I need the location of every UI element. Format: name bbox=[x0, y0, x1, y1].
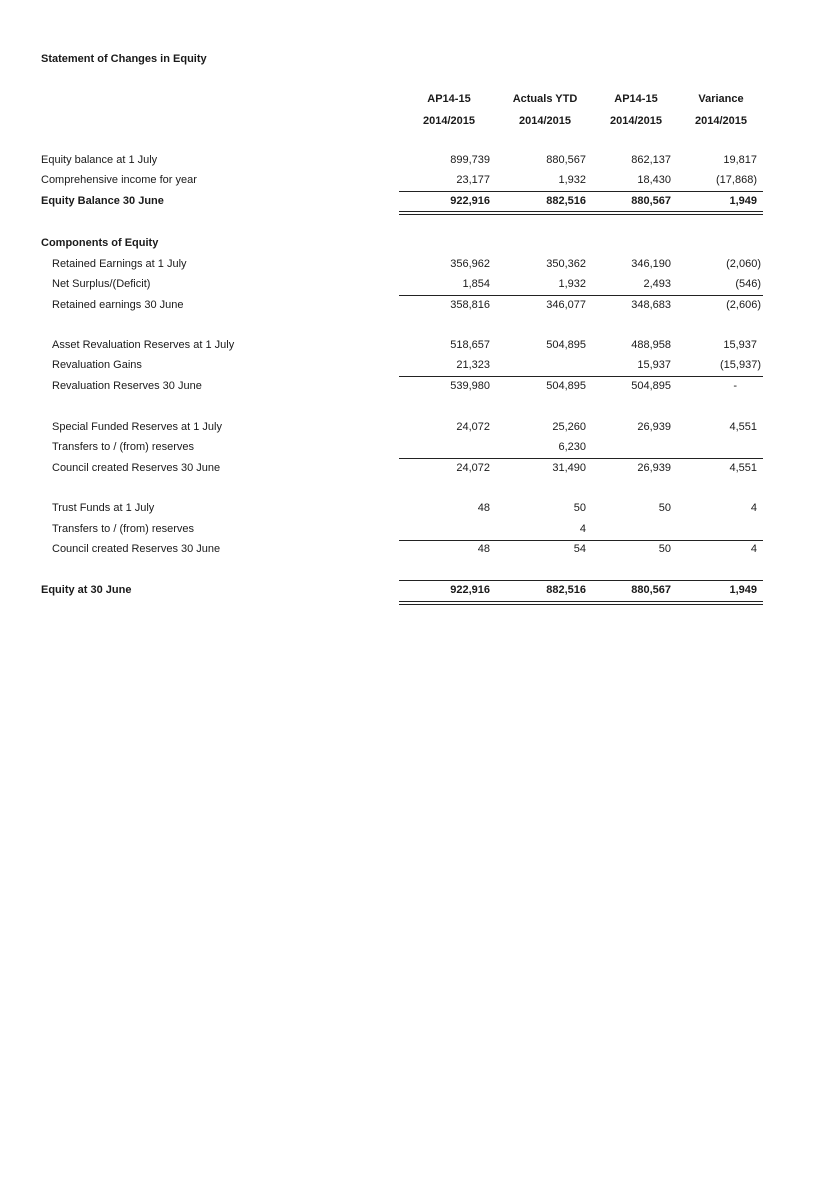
row-label: Council created Reserves 30 June bbox=[52, 543, 221, 555]
row-value-ap2: 26,939 bbox=[637, 421, 671, 433]
row-value-ap: 922,916 bbox=[450, 195, 490, 207]
table-row bbox=[0, 584, 813, 602]
row-value-actuals: 50 bbox=[573, 502, 586, 514]
row-value-ap: 356,962 bbox=[450, 258, 490, 270]
row-value-actuals: 504,895 bbox=[546, 380, 586, 392]
row-value-variance: (546) bbox=[735, 278, 761, 290]
row-value-actuals: 54 bbox=[573, 543, 586, 555]
subtotal-rule bbox=[399, 376, 763, 377]
col1-header-line2: 2014/2015 bbox=[423, 115, 475, 127]
row-value-variance: 1,949 bbox=[729, 584, 757, 596]
row-label: Transfers to / (from) reserves bbox=[52, 441, 195, 453]
subtotal-rule bbox=[399, 458, 763, 459]
row-value-variance: 15,937 bbox=[723, 339, 757, 351]
table-row bbox=[0, 359, 813, 377]
subtotal-rule bbox=[399, 191, 763, 192]
row-label: Components of Equity bbox=[41, 237, 159, 249]
col4-header-line2: 2014/2015 bbox=[695, 115, 747, 127]
col3-header-line1: AP14-15 bbox=[614, 93, 658, 105]
row-value-ap2: 50 bbox=[658, 502, 671, 514]
row-value-variance: (2,606) bbox=[726, 299, 761, 311]
table-row bbox=[0, 380, 813, 398]
row-value-variance: 4,551 bbox=[729, 462, 757, 474]
table-row bbox=[0, 523, 813, 541]
row-value-ap: 539,980 bbox=[450, 380, 490, 392]
row-label: Revaluation Reserves 30 June bbox=[52, 380, 202, 392]
row-label: Council created Reserves 30 June bbox=[52, 462, 221, 474]
row-value-ap2: 504,895 bbox=[631, 380, 671, 392]
grand-total-rule-lower bbox=[399, 604, 763, 605]
row-label: Equity balance at 1 July bbox=[41, 154, 158, 166]
page-title: Statement of Changes in Equity bbox=[41, 53, 207, 65]
row-label: Comprehensive income for year bbox=[41, 174, 197, 186]
row-label: Asset Revaluation Reserves at 1 July bbox=[52, 339, 235, 351]
row-value-ap: 48 bbox=[477, 543, 490, 555]
table-row bbox=[0, 502, 813, 520]
row-value-actuals: 1,932 bbox=[558, 278, 586, 290]
table-row bbox=[0, 421, 813, 439]
row-label: Trust Funds at 1 July bbox=[52, 502, 155, 514]
row-value-variance: 4 bbox=[750, 502, 757, 514]
subtotal-rule bbox=[399, 540, 763, 541]
row-value-ap: 518,657 bbox=[450, 339, 490, 351]
subtotal-rule bbox=[399, 295, 763, 296]
row-value-ap2: 346,190 bbox=[631, 258, 671, 270]
row-value-actuals: 882,516 bbox=[546, 195, 586, 207]
row-value-ap2: 862,137 bbox=[631, 154, 671, 166]
row-value-ap: 48 bbox=[477, 502, 490, 514]
row-value-ap2: 15,937 bbox=[637, 359, 671, 371]
row-label: Retained Earnings at 1 July bbox=[52, 258, 187, 270]
section-heading bbox=[0, 237, 813, 255]
row-value-variance: - bbox=[733, 380, 737, 392]
row-value-variance: (17,868) bbox=[716, 174, 757, 186]
row-value-actuals: 1,932 bbox=[558, 174, 586, 186]
row-value-ap: 922,916 bbox=[450, 584, 490, 596]
table-row bbox=[0, 462, 813, 480]
col3-header-line2: 2014/2015 bbox=[610, 115, 662, 127]
table-row bbox=[0, 258, 813, 276]
row-label: Retained earnings 30 June bbox=[52, 299, 184, 311]
col2-header-line2: 2014/2015 bbox=[519, 115, 571, 127]
row-label: Revaluation Gains bbox=[52, 359, 142, 371]
row-label: Equity Balance 30 June bbox=[41, 195, 164, 207]
row-value-variance: 19,817 bbox=[723, 154, 757, 166]
row-value-variance: 1,949 bbox=[729, 195, 757, 207]
row-value-ap: 21,323 bbox=[456, 359, 490, 371]
col1-header-line1: AP14-15 bbox=[427, 93, 471, 105]
row-value-ap: 24,072 bbox=[456, 462, 490, 474]
row-value-variance: (15,937) bbox=[720, 359, 761, 371]
grand-total-rule bbox=[399, 580, 763, 581]
row-value-ap2: 880,567 bbox=[631, 195, 671, 207]
table-row bbox=[0, 299, 813, 317]
table-row bbox=[0, 278, 813, 296]
row-label: Special Funded Reserves at 1 July bbox=[52, 421, 222, 433]
col2-header-line1: Actuals YTD bbox=[512, 93, 578, 105]
total-rule-upper bbox=[399, 211, 763, 212]
row-label: Net Surplus/(Deficit) bbox=[52, 278, 151, 290]
row-value-actuals: 880,567 bbox=[546, 154, 586, 166]
row-value-actuals: 6,230 bbox=[558, 441, 586, 453]
row-label: Transfers to / (from) reserves bbox=[52, 523, 195, 535]
row-value-variance: 4,551 bbox=[729, 421, 757, 433]
row-value-actuals: 31,490 bbox=[552, 462, 586, 474]
row-value-actuals: 350,362 bbox=[546, 258, 586, 270]
table-row bbox=[0, 441, 813, 459]
grand-total-rule-upper bbox=[399, 601, 763, 602]
table-row bbox=[0, 154, 813, 172]
row-value-ap2: 2,493 bbox=[643, 278, 671, 290]
row-value-ap2: 18,430 bbox=[637, 174, 671, 186]
row-value-variance: 4 bbox=[750, 543, 757, 555]
table-row bbox=[0, 339, 813, 357]
row-value-ap2: 488,958 bbox=[631, 339, 671, 351]
row-value-variance: (2,060) bbox=[726, 258, 761, 270]
row-value-actuals: 346,077 bbox=[546, 299, 586, 311]
table-row bbox=[0, 174, 813, 192]
row-value-actuals: 882,516 bbox=[546, 584, 586, 596]
row-value-ap: 23,177 bbox=[456, 174, 490, 186]
row-value-ap2: 50 bbox=[658, 543, 671, 555]
row-value-actuals: 504,895 bbox=[546, 339, 586, 351]
row-value-ap2: 880,567 bbox=[631, 584, 671, 596]
col4-header-line1: Variance bbox=[698, 93, 744, 105]
total-rule-lower bbox=[399, 214, 763, 215]
row-value-ap: 1,854 bbox=[462, 278, 490, 290]
row-value-ap: 899,739 bbox=[450, 154, 490, 166]
row-value-actuals: 4 bbox=[579, 523, 586, 535]
row-value-ap2: 348,683 bbox=[631, 299, 671, 311]
row-value-ap: 24,072 bbox=[456, 421, 490, 433]
row-value-ap: 358,816 bbox=[450, 299, 490, 311]
row-value-ap2: 26,939 bbox=[637, 462, 671, 474]
table-row bbox=[0, 543, 813, 561]
row-label: Equity at 30 June bbox=[41, 584, 132, 596]
row-value-actuals: 25,260 bbox=[552, 421, 586, 433]
